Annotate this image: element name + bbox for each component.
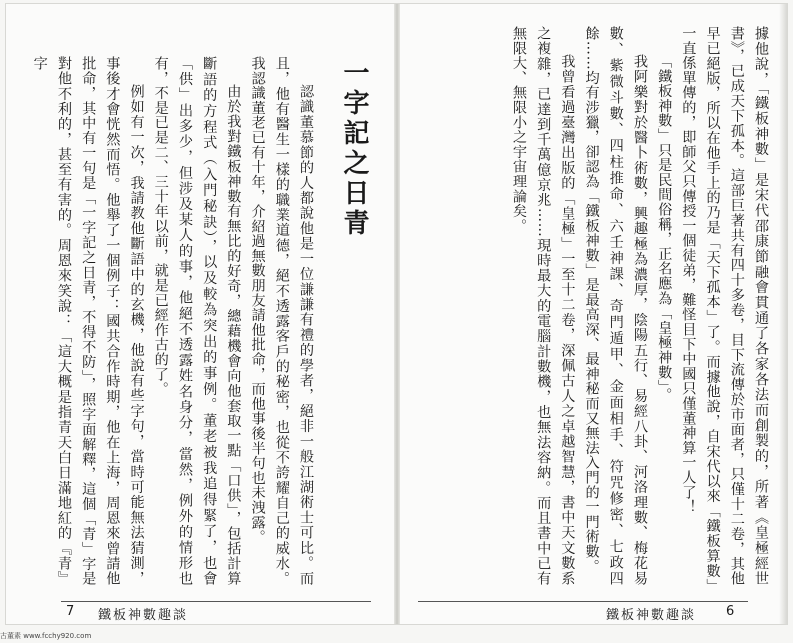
paragraph: 例如有一次，我請教他斷語中的玄機，他說有些字句，當時可能無法猜測，事後才會恍然而悟。他舉了一個例子：國共合作時期，他在上海，周恩來曾請他批命，其中有一句是「一字記之日青，不得不防」，照字面解釋，這個「青」字是對他不利的，甚至有害的。周恩來笑說：「這大概是指青天白日滿地紅的『青』字: [31, 56, 145, 586]
left-page: [6, 4, 396, 624]
running-head: 鐵板神數趣談: [606, 608, 697, 623]
paragraph: 認識董慕節的人都說他是一位謙謙有禮的學者，絕非一般江湖術士可比。而且，他有醫生一樣的職業道德，絕不透露客戶的秘密，也從不誇耀自己的威水。我認識董老已有十年，介紹過無數朋友請他批命，而他事後半句也未洩露。: [249, 56, 314, 586]
page-number: 6: [726, 604, 735, 619]
footer-rule: [418, 601, 748, 602]
paragraph: 據他說，「鐵板神數」是宋代邵康節融會貫通了各家各法而創製的，所著《皇極經世書》，已成天下孤本。這部巨著共有四十多卷，目下流傳於市面者，只僅十二卷，其他早已絕版，所以在他手上的乃是「天下孤本」了。而據他說，自宋代以來「鐵板算數」一直係單傳的，即師父只傳授一個徒弟，難怪目下中國只僅董神算一人了！: [680, 26, 769, 586]
paragraph: 「鐵板神數」只是民間俗稱，正名應為「皇極神數」。: [656, 54, 673, 403]
right-page: [398, 4, 787, 624]
page-number: 7: [66, 604, 75, 619]
chapter-title: 一字記之日青: [339, 59, 369, 239]
paragraph: 我曾看過臺灣出版的「皇極」一至十二卷，深佩古人之卓越智慧，書中天文數系之複雜，已達到千萬億京兆……現時最大的電腦計數機，也無法容納。而且書中已有無限大、無限小之宇宙理論矣。: [510, 26, 576, 586]
footer-rule: [61, 601, 371, 602]
book-spread: [6, 4, 787, 624]
paragraph: 我阿樂對於醫卜術數，興趣極為濃厚，陰陽五行、易經八卦、河洛理數、梅花易數、紫微斗數、四柱推命、六壬神課、奇門遁甲、金面相手、符咒修密、七政四餘……均有涉獵，卻認為「鐵板神數」是最高深、最神秘而又無法入門的一門術數。: [583, 26, 648, 586]
right-page-body: [418, 26, 773, 586]
running-head: 鐵板神數趣談: [98, 608, 189, 623]
paragraph: 由於我對鐵板神數有無比的好奇，總藉機會向他套取一點「口供」，包括計算斷語的方程式（入門秘訣），以及較為突出的事例。董老被我追得緊了，也會「供」出多少，但涉及某人的事，他絕不透露姓名身分，當然，例外的情形也有，不是已是二、三十年以前，就是已經作古的了。: [152, 56, 242, 586]
page-edge: [779, 4, 787, 624]
watermark-text: 古董素 www.fcchy920.com: [0, 632, 92, 640]
left-page-body: [31, 56, 318, 586]
